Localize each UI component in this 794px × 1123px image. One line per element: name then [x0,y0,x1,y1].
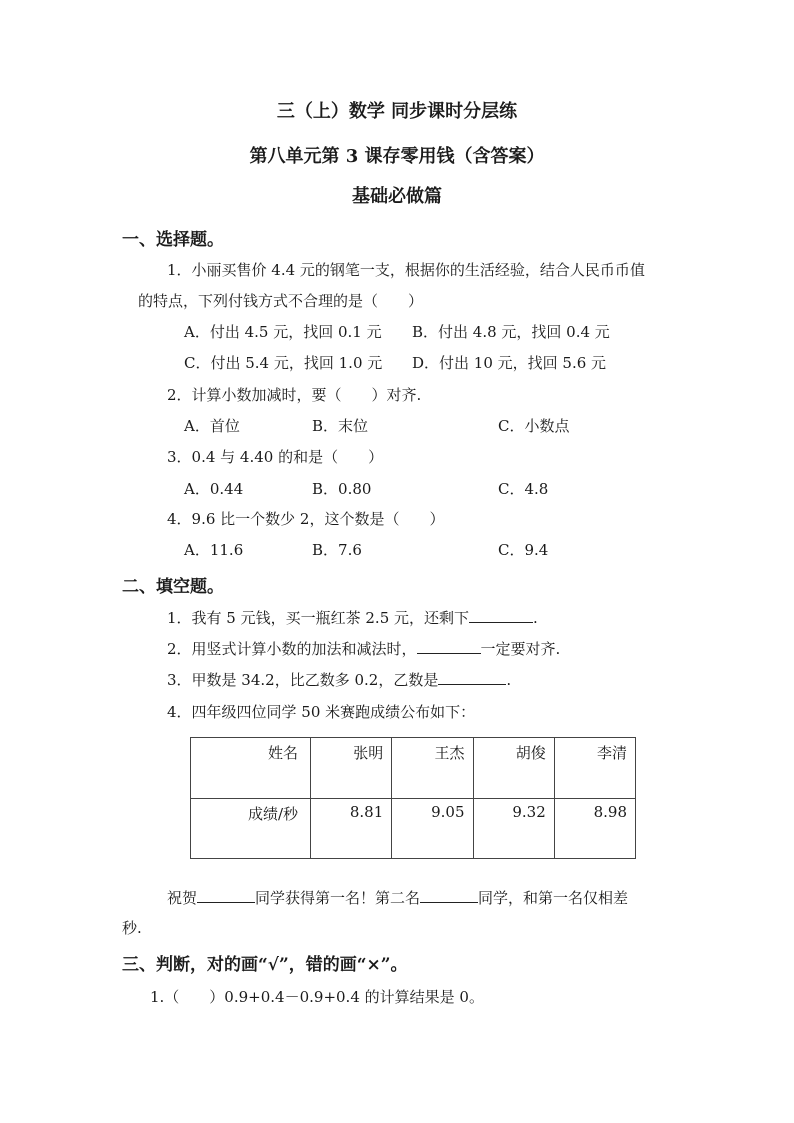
table-cell: 9.32 [473,798,554,859]
fill-question-2 [167,638,560,659]
page-title: 三（上）数学 同步课时分层练 [276,101,518,122]
table-cell: 8.81 [311,798,392,859]
option-b: B．0.80 [312,480,372,498]
question-1-line1: 1．小丽买售价 4.4 元的钢笔一支，根据你的生活经验，结合人民币币值 [167,261,645,279]
option-d: D．付出 10 元，找回 5.6 元 [412,354,607,372]
answer-blank[interactable] [197,888,255,903]
level-title: 基础必做篇 [352,186,442,207]
congrats-line [167,887,628,908]
option-b: B．付出 4.8 元，找回 0.4 元 [412,323,610,341]
congrats-text: 同学获得第一名！第二名 [255,889,421,907]
fill-question-3-end: . [506,671,512,689]
fill-question-4-stem: 4．四年级四位同学 50 米赛跑成绩公布如下： [167,703,476,721]
fill-question-1-end: . [533,609,538,627]
fill-question-2-text: 2．用竖式计算小数的加法和减法时， [167,640,417,658]
option-b: B．末位 [312,417,369,435]
congrats-text: 同学，和第一名仅相差 [478,889,629,907]
question-3-stem: 3．0.4 与 4.40 的和是（ ） [167,448,384,466]
option-a: A．0.44 [184,480,244,498]
option-a: A．首位 [184,417,240,435]
section-heading-judge: 三、判断，对的画“√”，错的画“×”。 [122,955,408,975]
table-header-cell: 胡俊 [473,738,554,799]
option-c: C．小数点 [498,417,570,435]
section-heading-choice: 一、选择题。 [122,230,224,250]
congrats-line-end: 秒. [122,919,142,937]
fill-question-2-end: 一定要对齐. [480,640,561,658]
question-1-line2: 的特点，下列付钱方式不合理的是（ ） [138,292,424,310]
table-row [191,798,636,859]
answer-blank[interactable] [420,888,478,903]
option-c: C．付出 5.4 元，找回 1.0 元 [184,354,383,372]
table-cell: 8.98 [554,798,635,859]
fill-question-1-text: 1．我有 5 元钱，买一瓶红茶 2.5 元，还剩下 [167,609,470,627]
option-b: B．7.6 [312,541,362,559]
fill-question-3 [167,669,511,690]
lesson-title: 第八单元第 3 课存零用钱（含答案） [249,146,545,167]
table-cell: 成绩/秒 [191,798,311,859]
table-header-cell: 王杰 [392,738,473,799]
fill-question-1 [167,607,538,628]
table-header-cell: 李清 [554,738,635,799]
question-4-stem: 4．9.6 比一个数少 2，这个数是（ ） [167,510,445,528]
judge-question-1: 1.（ ）0.9+0.4－0.9+0.4 的计算结果是 0。 [150,988,484,1006]
table-header-cell: 张明 [311,738,392,799]
congrats-text: 祝贺 [167,889,198,907]
option-c: C．9.4 [498,541,549,559]
answer-blank[interactable] [438,670,506,685]
option-a: A．付出 4.5 元，找回 0.1 元 [184,323,382,341]
table-header-cell: 姓名 [191,738,311,799]
question-2-stem: 2．计算小数加减时，要（ ）对齐. [167,386,422,404]
table-cell: 9.05 [392,798,473,859]
answer-blank[interactable] [417,639,481,654]
fill-question-3-text: 3．甲数是 34.2，比乙数多 0.2，乙数是 [167,671,439,689]
answer-blank[interactable] [469,608,533,623]
table-row [191,738,636,799]
option-a: A．11.6 [184,541,244,559]
option-c: C．4.8 [498,480,549,498]
score-table [190,737,636,859]
section-heading-fill: 二、填空题。 [122,577,224,597]
